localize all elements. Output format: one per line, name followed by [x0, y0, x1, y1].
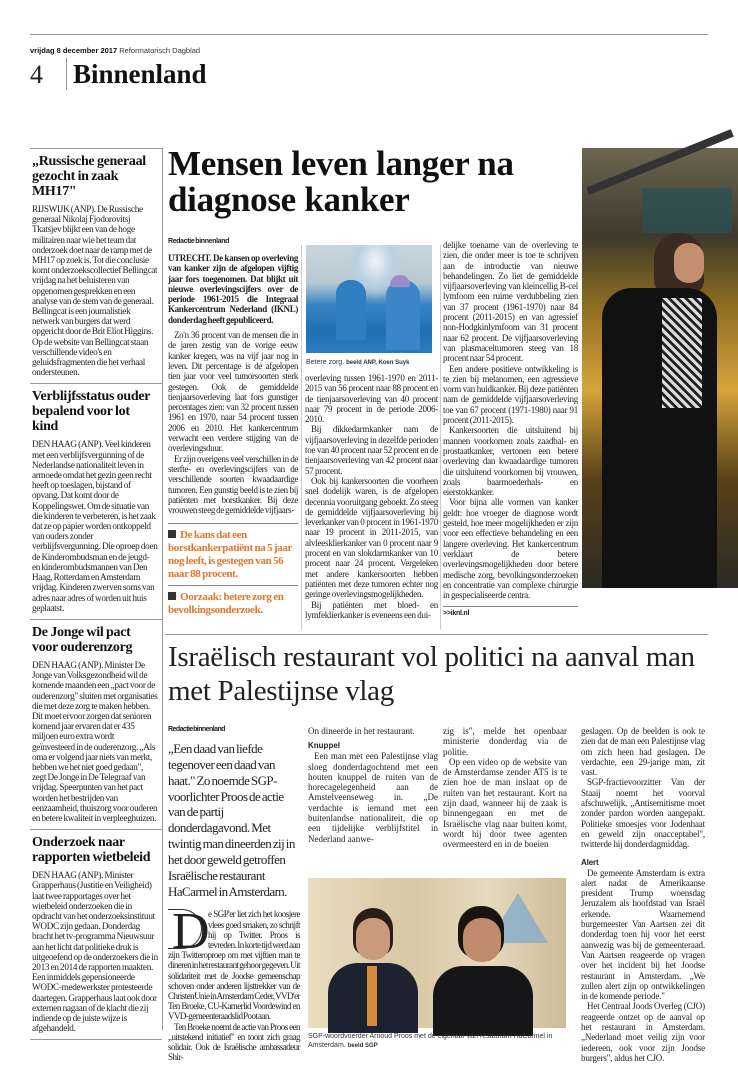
subheading: Knuppel [308, 741, 340, 751]
paragraph: Bij dikkedarmkanker nam de vijfjaarsoverleving in dezelfde perioden toe van 40 procent naar 52 procent en de tienjaarsoverleving van 42 procent naar 57 procent. [305, 424, 438, 476]
caption-text: Betere zorg. [306, 359, 345, 366]
staircase-rail [586, 129, 734, 195]
drop-cap: D [168, 909, 202, 949]
pull-quote-text: De kans dat een borstkankerpatiënt na 5 jaar nog leeft, is gestegen van 56 naar 88 procent. [168, 529, 292, 581]
brief-item [30, 149, 162, 384]
photo-caption [306, 359, 409, 366]
brief-title: „Russische generaal gezocht in zaak MH17" [32, 154, 146, 199]
brief-title: Onderzoek naar rapporten wietbeleid [32, 835, 151, 866]
square-bullet-icon [168, 530, 176, 538]
paragraph: SGP-fractievoorzitter Van der Staaij noemt het voorval afschuwelijk. „Antisemitisme moet zonder pardon worden aangepakt. Politieke smoesjes voor Jodenhaat en geweld zijn onacceptabel", twitterde hij donderdagmiddag. [581, 777, 705, 850]
article-intro: UTRECHT. De kansen op overleving van kanker zijn de afgelopen vijftig jaar fors toegenomen. Dat blijkt uit nieuwe overlevingscijfers over de periode 1961-2015 die Integraal Kankercentrum Nederland (IKNL) donderdag heeft gepubliceerd. [168, 253, 298, 325]
main-headline: Mensen leven langer na diagnose kanker [168, 144, 514, 219]
brief-title: Verblijfsstatus ouder bepalend voor lot kind [32, 389, 150, 435]
byline: Redactie binnenland [168, 726, 225, 733]
owner-face [463, 918, 501, 962]
brief-item [30, 384, 162, 619]
paragraph: e SGP'er liet zich het koosjere vlees goed smaken, zo schrijft hij op Twitter. Proos is tevreden. In korte tijd werd aan zijn Twitteroproep om met vijftien man te dineren in het restaurant gehoor gegeven. Uit solidariteit met de Joodse gemeenschap schoven onder anderen lijsttrekker van de ChristenUnie in Amsterdam Ceder, VVD'er Ten Broeke, CU-Kamerlid Voordewind en VVD-gemeenteraadslid Poot aan. [168, 909, 300, 1022]
second-article-col-1 [168, 726, 300, 1062]
brief-item [30, 830, 162, 1040]
brief-body: DEN HAAG (ANP). Veel kinderen met een verblijfsvergunning of de Nederlandse nationaliteit leven in armoede omdat het gezin geen recht heeft op toeslagen, bijstand of opvang. Dat komt door de Koppelingswet. Om de situatie van die kinderen te verbeteren, is het zaak dat ze op papier worden ontkoppeld van ouders zonder verblijfsvergunning. Die oproep doen de Kinderombudsman en de jeugd- en kinderombudsmannen van Den Haag, Rotterdam en Amsterdam vrijdag. Kinderen zwerven soms van adres naar adres of worden uit huis geplaatst. [32, 439, 158, 613]
surgeon-figure [386, 280, 420, 350]
main-article-col-2 [305, 373, 438, 620]
top-rule [30, 34, 708, 35]
surgical-cap [390, 275, 410, 287]
paragraph: De gemeente Amsterdam is extra alert nadat de Amerikaanse president Trump woensdag Jeruzalem als hoofdstad van Israël erkende. Waarnemend burgemeester Van Aartsen zei dit donderdag toen hij voor het eerst aanwezig was bij de gemeenteraad. Van Aartsen reageerde op vragen over het incident bij het Joodse restaurant in Amsterdam. „We zullen alert zijn op ontwikkelingen in de komende periode." [581, 867, 705, 1002]
paragraph: Bij patiënten met bloed- en lymfeklierkanker is eveneens een dui- [305, 599, 438, 620]
brief-body: DEN HAAG (ANP). Minister De Jonge van Volksgezondheid wil de komende maanden een „pact voor de ouderenzorg" sluiten met organisaties die met deze zorg te maken hebben. Dit moet ervoor zorgen dat senioren komend jaar ervaren dat er 435 miljoen euro extra wordt geïnvesteerd in de ouderenzorg. „Als oma er volgend jaar niets van merkt, hebben we het niet goed gedaan", zegt De Jonge in De Telegraaf van vrijdag. Speerpunten van het pact worden het bestrijden van eenzaamheid, thuiszorg voor ouderen en betere kwaliteit in verpleeghuizen. [32, 659, 158, 823]
paragraph: Voor bijna alle vormen van kanker geldt: hoe vroeger de diagnose wordt gesteld, hoe meer mogelijkheden er zijn voor een effectieve behandeling en een langere overleving. Het kankercentrum verklaart de betere overlevingsmogelijkheden door betere medische zorg, bevolkingsonderzoeken en concentratie van complexe chirurgie in gespecialiseerde centra. [443, 497, 578, 601]
sidebar-divider [162, 148, 163, 1030]
surgery-photo [306, 245, 432, 353]
paragraph: Een andere positieve ontwikkeling is te zien bij melanomen, een agressieve vorm van huidkanker. Bij deze patiënten nam de gemiddelde vijfjaarsoverleving toe van 67 procent (1971-1980) naar 91 procent (2011-2015). [443, 363, 578, 426]
section-title: Binnenland [66, 58, 207, 90]
article-intro: „Een daad van liefde tegenover een daad van haat." Zo noemde SGP-voorlichter Proos de actie van de partij donderdagavond. Met twintig man dineerden zij in het door geweld getroffen Israëlische restaurant HaCarmel in Amsterdam. [168, 741, 295, 899]
man-face [356, 918, 390, 960]
pull-quote [168, 523, 298, 585]
column-divider [440, 245, 441, 630]
paragraph: geslagen. Op de beelden is ook te zien dat de man een Palestijnse vlag om zich heen had geslagen. De verdachte, een 29-jarige man, zit vast. [581, 726, 705, 778]
website-link[interactable]: >>iknl.nl [443, 606, 578, 617]
photo-caption [308, 1032, 568, 1051]
paragraph: Ten Broeke noemt de actie van Proos een „uitstekend initiatief" en toont zich graag solidair. Ook de Israëlische ambassadeur Shir- [168, 1021, 300, 1063]
patterned-blouse [662, 298, 702, 408]
second-article-col-4 [581, 726, 705, 1063]
paragraph: overleving tussen 1961-1970 en 2011-2015 van 56 procent naar 88 procent en de tienjaarsoverleving van 40 procent naar 79 procent in de periode 2006-2010. [305, 373, 438, 425]
article-divider [165, 634, 708, 635]
second-article-col-3 [443, 726, 567, 850]
window [642, 188, 732, 233]
surgeon-figure [336, 280, 366, 340]
paragraph: Het Centraal Joods Overleg (CJO) reageerde ontzet op de aanval op het restaurant in Amsterdam. „Nederland moet veilig zijn voor iedereen, ook voor zijn Joodse burgers", aldus het CJO. [581, 1001, 705, 1063]
owner-shirt [433, 966, 533, 1036]
pull-quote [168, 585, 298, 621]
pull-quote-text: Oorzaak: betere zorg en bevolkingsonderzoek. [168, 591, 284, 617]
paragraph: delijke toename van de overleving te zien, die onder meer is toe te schrijven aan de introductie van nieuwe behandelingen. Zo liet de gemiddelde vijfjaarsoverleving van kleincellig B-cel lymfoom een ruime verdubbeling zien van 37 procent (1961-1970) naar 84 procent (2011-2015) en van agressief non-Hodgkinlymfoom van 31 procent naar 62 procent. De vijfjaarsoverleving van plasmaceltumoren steeg van 18 procent naar 54 procent. [443, 240, 578, 364]
second-article-col-2 [308, 726, 438, 844]
orange-tie [367, 966, 377, 1026]
paragraph: On dineerde in het restaurant. [308, 726, 415, 736]
brief-body: DEN HAAG (ANP). Minister Grapperhaus (Justitie en Veiligheid) laat twee rapportages over het wietbeleid onderzoeken die in opdracht van het onderzoeksinstituut WODC zijn gedaan. Donderdag bracht het tv-programma Nieuwsuur aan het licht dat politieke druk is uitgeoefend op de onderzoekers die in 2013 en 2014 de rapporten maakten. Een inmiddels gepensioneerde WODC-medewerkster protesteerde daartegen. Grapperhaus laat ook door externen nagaan of de klacht die zij indiende op de juiste wijze is afgehandeld. [32, 870, 158, 1034]
date: vrijdag 8 december 2017 [30, 46, 118, 55]
page-number: 4 [30, 60, 43, 89]
woman-photo [582, 148, 738, 588]
paragraph: Ook bij kankersoorten die voorheen snel dodelijk waren, is de afgelopen decennia vooruitgang geboekt. Zo steeg de gemiddelde vijfjaarsoverleving bij leverkanker van 0 procent in 1961-1970 naar 19 procent in 2011-2015, van alvleesklierkanker van 0 procent naar 9 procent en van slokdarmkanker van 10 procent naar 24 procent. Vergeleken met andere kankersoorten hebben patiënten met deze tumoren echter nog geringe overlevingsmogelijkheden. [305, 475, 438, 600]
dateline [30, 46, 200, 55]
main-article-col-3 [443, 240, 578, 617]
paper-name: Reformatorisch Dagblad [119, 46, 201, 55]
brief-title: De Jonge wil pact voor ouderenzorg [32, 624, 133, 655]
restaurant-photo [308, 878, 566, 1028]
photo-credit: beeld ANP, Koen Suyk [346, 360, 410, 366]
face [674, 243, 704, 283]
square-bullet-icon [168, 592, 176, 600]
brief-body: RIJSWIJK (ANP). De Russische generaal Nikolaj Fjodorovitsj Tkatsjev blijkt een van de hoge militairen naar wie het team dat onderzoek doet naar de ramp met de MH17 op zoek is. Tot die conclusie komt onderzoekscollectief Bellingcat vrijdag na het beluisteren van opgenomen gesprekken en een analyse van de stem van de generaal. Bellingcat is een journalistiek netwerk van burgers dat werd opgericht door de Brit Eliot Higgins. Op de website van Bellingcat staan verschillende video's en geluidsfragmenten die het verhaal ondersteunen. [32, 204, 158, 378]
byline: Redactie binnenland [168, 238, 230, 245]
subheading: Alert [581, 857, 599, 867]
news-briefs-sidebar [30, 149, 162, 1040]
main-article-col-1 [168, 238, 298, 621]
paragraph: Er zijn overigens veel verschillen in de sterfte- en overlevingscijfers van de verschillende soorten kwaadaardige tumoren. Een gunstig beeld is te zien bij patiënten met borstkanker. Bij deze vrouwen steeg de gemiddelde vijfjaars- [168, 453, 298, 516]
paragraph: zig is", melde het openbaar ministerie donderdag via de politie. [443, 726, 567, 757]
paragraph: Zo'n 36 procent van de mensen die in de jaren zestig van de vorige eeuw kanker kregen, was na vijf jaar nog in leven. Dit percentage is de afgelopen tien jaar voor veel tumorsoorten sterk gestegen. Ook de gemiddelde tienjaarsoverleving laat fors gunstiger percentages zien: van 32 procent tussen 1961 en 1970, naar 54 procent tussen 2006 en 2010. Het kankercentrum verwacht een verdere stijging van de overlevingsduur. [168, 330, 298, 454]
photo-credit: beeld SGP [347, 1043, 378, 1049]
paragraph: Op een video op de website van de Amsterdamse zender AT5 is te zien hoe de man inslaat op de ruiten van het restaurant. Kort na zijn daad, wanneer hij de zaak is binnengegaan en met de Israëlische vlag naar buiten komt, wordt hij door twee agenten overmeesterd en in de boeien [443, 756, 567, 850]
column-divider [301, 245, 302, 630]
paragraph: Een man met een Palestijnse vlag sloeg donderdagochtend met een houten knuppel de ruiten van de horecagelegenheid aan de Amstelveenseweg in. „De verdachte is iemand met een buitenlandse nationaliteit, die op een tijdelijke verblijfstitel in Nederland aanwe- [308, 751, 438, 844]
paragraph: Kankersoorten die uitsluitend bij mannen voorkomen zoals zaadbal- en prostaatkanker, vertonen een betere overleving dan kwaadaardige tumoren die uitsluitend voorkomen bij vrouwen, zoals baarmoederhals- en eierstokkanker. [443, 425, 578, 498]
caption-text: SGP-woordvoerder Arnoud Proos met de eigenaar van restaurant HaCarmel in Amsterdam. [308, 1033, 553, 1049]
brief-item [30, 620, 162, 830]
second-headline: Israëlisch restaurant vol politici na aanval man met Palestijnse vlag [168, 641, 695, 707]
